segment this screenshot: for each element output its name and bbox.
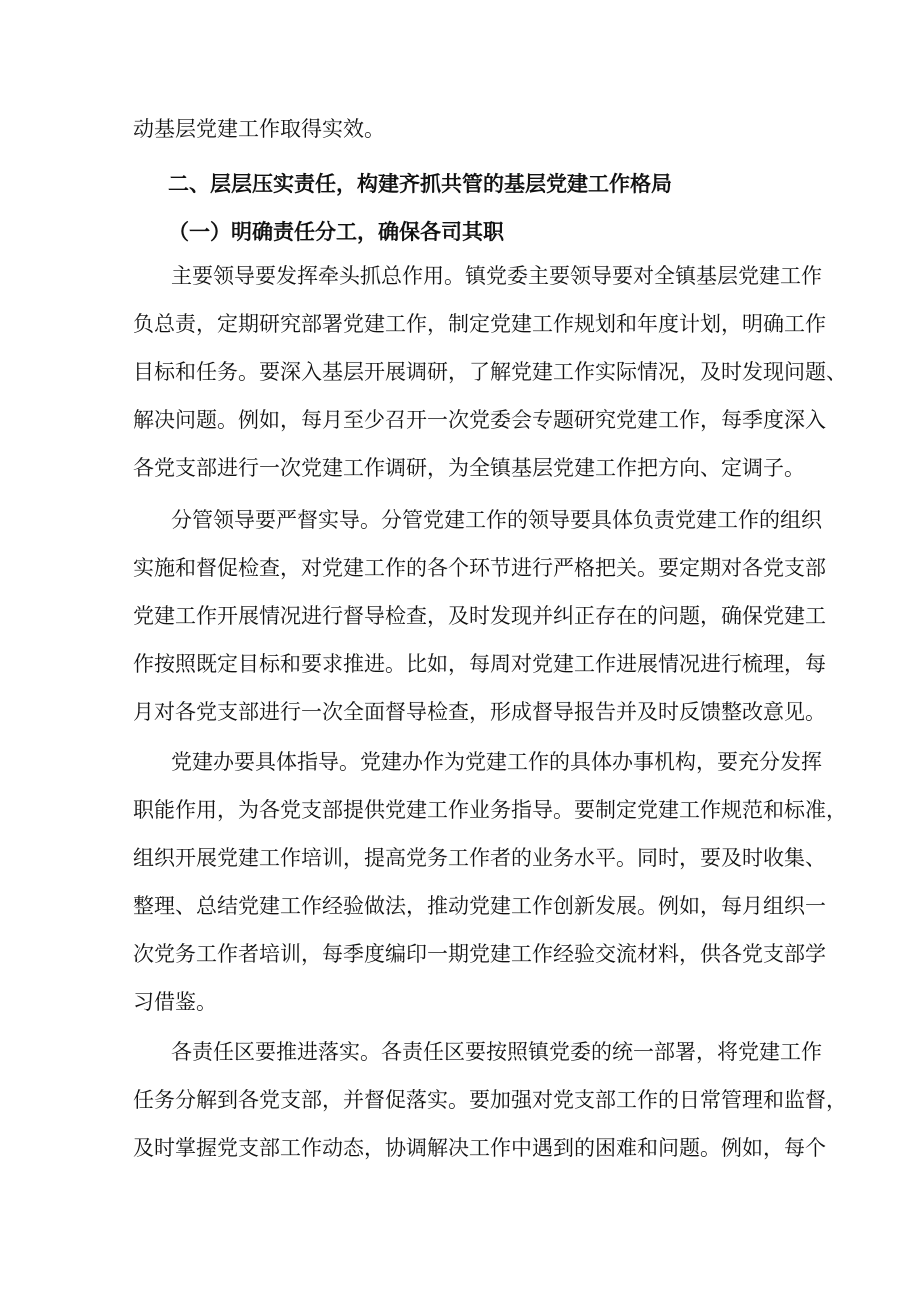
paragraph-line: 分管领导要严督实导。分管党建工作的领导要具体负责党建工作的组织: [171, 508, 822, 532]
paragraph-line: 及时掌握党支部工作动态，协调解决工作中遇到的困难和问题。例如，每个: [133, 1136, 826, 1160]
paragraph-line: 月对各党支部进行一次全面督导检查，形成督导报告并及时反馈整改意见。: [133, 700, 826, 724]
paragraph-line: 负总责，定期研究部署党建工作，制定党建工作规划和年度计划，明确工作: [133, 312, 826, 336]
subsection-heading: （一）明确责任分工，确保各司其职: [168, 219, 504, 244]
paragraph-line: 组织开展党建工作培训，提高党务工作者的业务水平。同时，要及时收集、: [133, 846, 826, 870]
paragraph-line: 整理、总结党建工作经验做法，推动党建工作创新发展。例如，每月组织一: [133, 894, 826, 918]
paragraph-line: 习借鉴。: [133, 990, 217, 1014]
paragraph-line: 解决问题。例如，每月至少召开一次党委会专题研究党建工作，每季度深入: [133, 408, 826, 432]
paragraph-line: 主要领导要发挥牵头抓总作用。镇党委主要领导要对全镇基层党建工作: [171, 264, 822, 288]
paragraph-line: 各责任区要推进落实。各责任区要按照镇党委的统一部署，将党建工作: [171, 1040, 822, 1064]
paragraph-line: 实施和督促检查，对党建工作的各个环节进行严格把关。要定期对各党支部: [133, 556, 826, 580]
paragraph-line: 职能作用，为各党支部提供党建工作业务指导。要制定党建工作规范和标准，: [133, 798, 847, 822]
paragraph-line: 次党务工作者培训，每季度编印一期党建工作经验交流材料，供各党支部学: [133, 942, 826, 966]
paragraph-line: 作按照既定目标和要求推进。比如，每周对党建工作进展情况进行梳理，每: [133, 652, 826, 676]
section-heading: 二、层层压实责任，构建齐抓共管的基层党建工作格局: [168, 171, 672, 196]
paragraph-line: 党建办要具体指导。党建办作为党建工作的具体办事机构，要充分发挥: [171, 750, 822, 774]
paragraph-line: 任务分解到各党支部，并督促落实。要加强对党支部工作的日常管理和监督，: [133, 1088, 847, 1112]
paragraph-line: 动基层党建工作取得实效。: [133, 117, 385, 141]
paragraph-line: 各党支部进行一次党建工作调研，为全镇基层党建工作把方向、定调子。: [133, 456, 805, 480]
paragraph-line: 目标和任务。要深入基层开展调研，了解党建工作实际情况，及时发现问题、: [133, 360, 847, 384]
paragraph-line: 党建工作开展情况进行督导检查，及时发现并纠正存在的问题，确保党建工: [133, 604, 826, 628]
